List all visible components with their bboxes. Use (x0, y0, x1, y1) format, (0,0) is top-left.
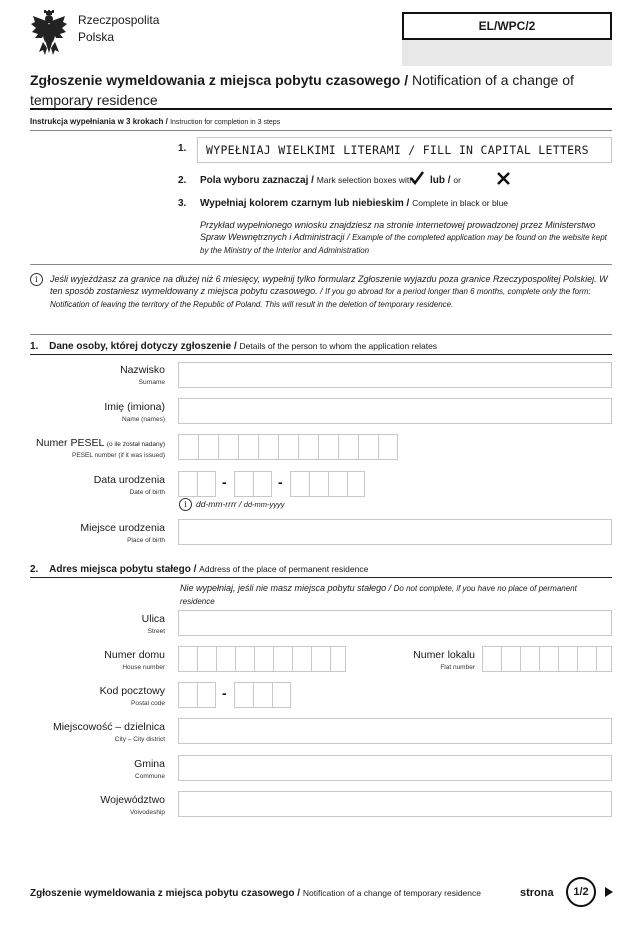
step2-or: or (453, 175, 461, 185)
surname-field[interactable] (178, 362, 612, 388)
step2-number: 2. (178, 175, 187, 186)
dob-month-field[interactable] (234, 471, 272, 497)
street-label: Ulica Street (141, 613, 165, 635)
pob-label: Miejsce urodzenia Place of birth (80, 522, 165, 544)
section2-note: Nie wypełniaj, jeśli nie masz miejsca pobytu stałego / Do not complete, if you have no place of permanent residence (180, 583, 577, 606)
step2-text: Pola wyboru zaznaczaj / Mark selection boxes with (200, 175, 415, 186)
step1-number: 1. (178, 143, 187, 154)
house-number-label: Numer domu House number (104, 649, 165, 671)
capital-letters-example-box (197, 137, 612, 163)
dob-separator-1: - (222, 474, 227, 490)
flat-number-field[interactable] (482, 646, 612, 672)
city-field[interactable] (178, 718, 612, 744)
name-label: Imię (imiona) Name (names) (104, 401, 165, 423)
form-code: EL/WPC/2 (478, 19, 536, 33)
country-name-line1: Rzeczpospolita (78, 13, 160, 27)
dob-label: Data urodzenia Date of birth (93, 474, 165, 496)
step3-number: 3. (178, 198, 187, 209)
pob-field[interactable] (178, 519, 612, 545)
section2-header: 2. Adres miejsca pobytu stałego / Address of the place of permanent residence (30, 564, 369, 575)
name-field[interactable] (178, 398, 612, 424)
office-use-box (402, 40, 612, 66)
step2-lub: lub / (430, 175, 451, 186)
postal-code-part2-field[interactable] (234, 682, 291, 708)
commune-label: Gmina Commune (134, 758, 165, 780)
postal-code-separator: - (222, 685, 227, 701)
instructions-heading: Instrukcja wypełniania w 3 krokach / Instruction for completion in 3 steps (30, 117, 281, 126)
dob-day-field[interactable] (178, 471, 216, 497)
surname-label: Nazwisko Surname (120, 364, 165, 386)
house-number-field[interactable] (178, 646, 346, 672)
page-number-badge: 1/2 (566, 877, 596, 907)
example-note: Przykład wypełnionego wniosku znajdziesz na stronie internetowej prowadzonej przez Ministerstwo Spraw Wewnętrznych i Administracji / Example of the completed application may be found on the website kept by the Ministry of the Interior and Administration (200, 220, 607, 255)
info-icon: i (30, 273, 43, 286)
street-field[interactable] (178, 610, 612, 636)
step3-text: Wypełniaj kolorem czarnym lub niebieskim / Complete in black or blue (200, 198, 509, 209)
cross-mark-icon (496, 171, 511, 186)
abroad-notice: Jeśli wyjeżdżasz za granice na dłużej niż 6 miesięcy, wypełnij tylko formularz Zgłoszenie wyjazdu poza granice Rzeczypospolitej Polskiej. W ten sposób zostaniesz wymeldowany z miejsca pobytu czasowego. / If you go abroad for a period longer than 6 months, complete only the form: Notification of leaving the territory of the Republic of Poland. This will result in the deletion of temporary residence. (50, 274, 608, 309)
city-label: Miejscowość – dzielnica City – City district (52, 721, 165, 743)
section1-header: 1. Dane osoby, której dotyczy zgłoszenie / Details of the person to whom the application relates (30, 341, 438, 352)
checkmark-icon (409, 170, 425, 186)
commune-field[interactable] (178, 755, 612, 781)
date-format-info-icon: i (179, 498, 192, 511)
dob-separator-2: - (278, 474, 283, 490)
date-format-hint: dd-mm-rrrr / dd-mm-yyyy (196, 499, 285, 509)
dob-year-field[interactable] (290, 471, 365, 497)
country-name-line2: Polska (78, 30, 115, 44)
form-code-box (402, 12, 612, 40)
pesel-field[interactable] (178, 434, 398, 460)
pesel-label: Numer PESEL (o ile został nadany) PESEL number (if it was issued) (36, 437, 165, 459)
voivodeship-label: Województwo Voivodeship (100, 794, 165, 816)
eagle-emblem-icon (30, 10, 68, 56)
footer-title: Zgłoszenie wymeldowania z miejsca pobytu czasowego / Notification of a change of temporary residence (30, 888, 481, 899)
flat-number-label: Numer lokalu Flat number (413, 649, 475, 671)
postal-code-label: Kod pocztowy Postal code (99, 685, 165, 707)
page-label: strona (520, 887, 554, 899)
postal-code-part1-field[interactable] (178, 682, 216, 708)
next-page-arrow-icon[interactable] (604, 886, 614, 898)
voivodeship-field[interactable] (178, 791, 612, 817)
step1-text: WYPEŁNIAJ WIELKIMI LITERAMI / FILL IN CAPITAL LETTERS (206, 143, 589, 157)
page-title: Zgłoszenie wymeldowania z miejsca pobytu czasowego / Notification of a change of temporary residence (30, 72, 574, 108)
